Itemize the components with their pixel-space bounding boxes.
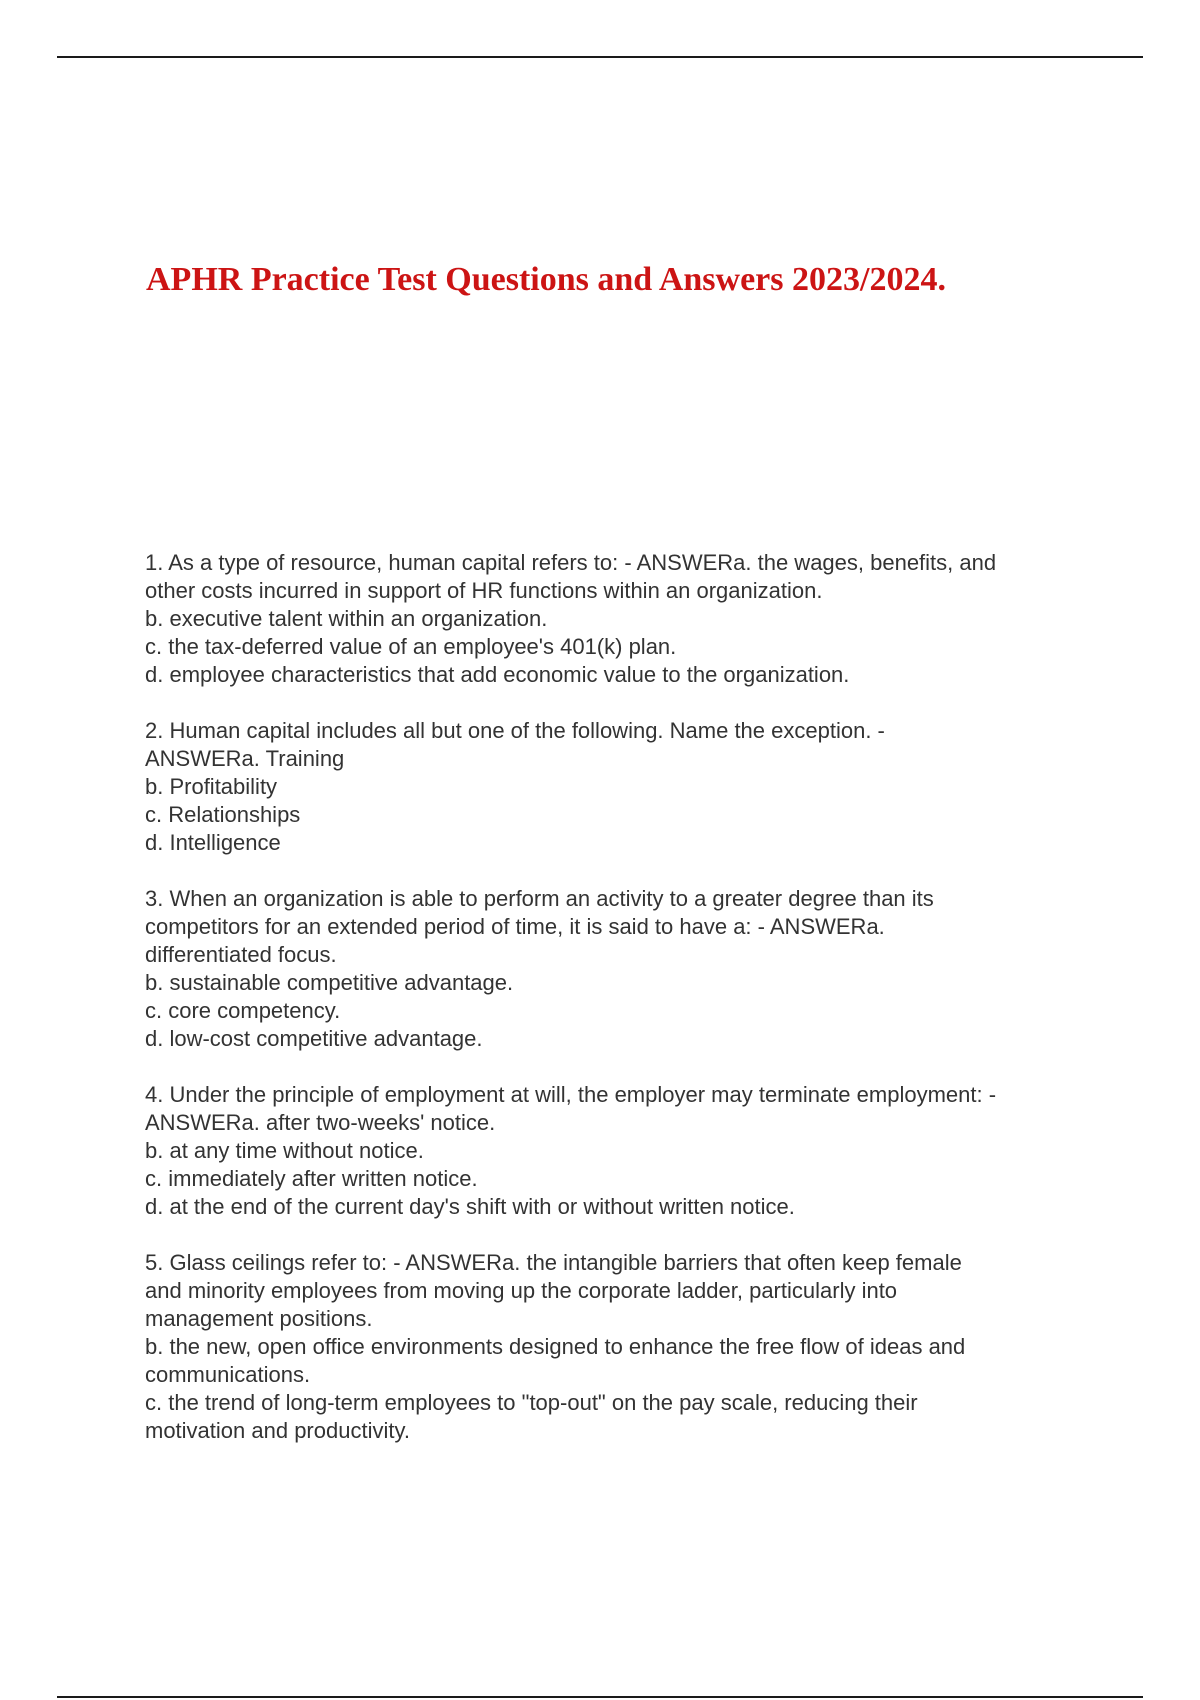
question-5-line-5: communications. bbox=[145, 1362, 311, 1387]
question-1-line-2: other costs incurred in support of HR functions within an organization. bbox=[145, 578, 823, 603]
question-2 bbox=[145, 717, 1095, 857]
question-5-line-1: 5. Glass ceilings refer to: - ANSWERa. the intangible barriers that often keep female bbox=[145, 1250, 962, 1275]
question-1-line-4: c. the tax-deferred value of an employee's 401(k) plan. bbox=[145, 634, 677, 659]
document-title: APHR Practice Test Questions and Answers 2023/2024. bbox=[146, 261, 946, 298]
question-4-line-3: b. at any time without notice. bbox=[145, 1138, 424, 1163]
question-4-line-2: ANSWERa. after two-weeks' notice. bbox=[145, 1110, 496, 1135]
question-3-line-6: d. low-cost competitive advantage. bbox=[145, 1026, 483, 1051]
question-2-line-5: d. Intelligence bbox=[145, 830, 281, 855]
bottom-rule bbox=[57, 1696, 1143, 1698]
question-4-line-5: d. at the end of the current day's shift with or without written notice. bbox=[145, 1194, 795, 1219]
question-5-line-7: motivation and productivity. bbox=[145, 1418, 410, 1443]
question-2-line-2: ANSWERa. Training bbox=[145, 746, 345, 771]
question-5-line-6: c. the trend of long-term employees to "top-out" on the pay scale, reducing their bbox=[145, 1390, 918, 1415]
question-3 bbox=[145, 885, 1095, 1053]
question-3-line-2: competitors for an extended period of time, it is said to have a: - ANSWERa. bbox=[145, 914, 885, 939]
question-4-line-1: 4. Under the principle of employment at will, the employer may terminate employment: - bbox=[145, 1082, 997, 1107]
question-1-line-5: d. employee characteristics that add economic value to the organization. bbox=[145, 662, 850, 687]
question-2-line-4: c. Relationships bbox=[145, 802, 301, 827]
questions-list bbox=[145, 549, 1095, 1473]
question-2-line-1: 2. Human capital includes all but one of the following. Name the exception. - bbox=[145, 718, 885, 743]
question-4-line-4: c. immediately after written notice. bbox=[145, 1166, 478, 1191]
question-5-line-2: and minority employees from moving up the corporate ladder, particularly into bbox=[145, 1278, 898, 1303]
question-3-line-4: b. sustainable competitive advantage. bbox=[145, 970, 514, 995]
question-4 bbox=[145, 1081, 1095, 1221]
top-rule bbox=[57, 56, 1143, 58]
question-3-line-1: 3. When an organization is able to perform an activity to a greater degree than its bbox=[145, 886, 934, 911]
question-2-line-3: b. Profitability bbox=[145, 774, 278, 799]
question-5-line-4: b. the new, open office environments designed to enhance the free flow of ideas and bbox=[145, 1334, 966, 1359]
question-3-line-3: differentiated focus. bbox=[145, 942, 337, 967]
question-3-line-5: c. core competency. bbox=[145, 998, 341, 1023]
question-1-line-3: b. executive talent within an organization. bbox=[145, 606, 548, 631]
question-5-line-3: management positions. bbox=[145, 1306, 373, 1331]
question-1 bbox=[145, 549, 1095, 689]
question-5 bbox=[145, 1249, 1095, 1445]
question-1-line-1: 1. As a type of resource, human capital refers to: - ANSWERa. the wages, benefits, and bbox=[145, 550, 997, 575]
